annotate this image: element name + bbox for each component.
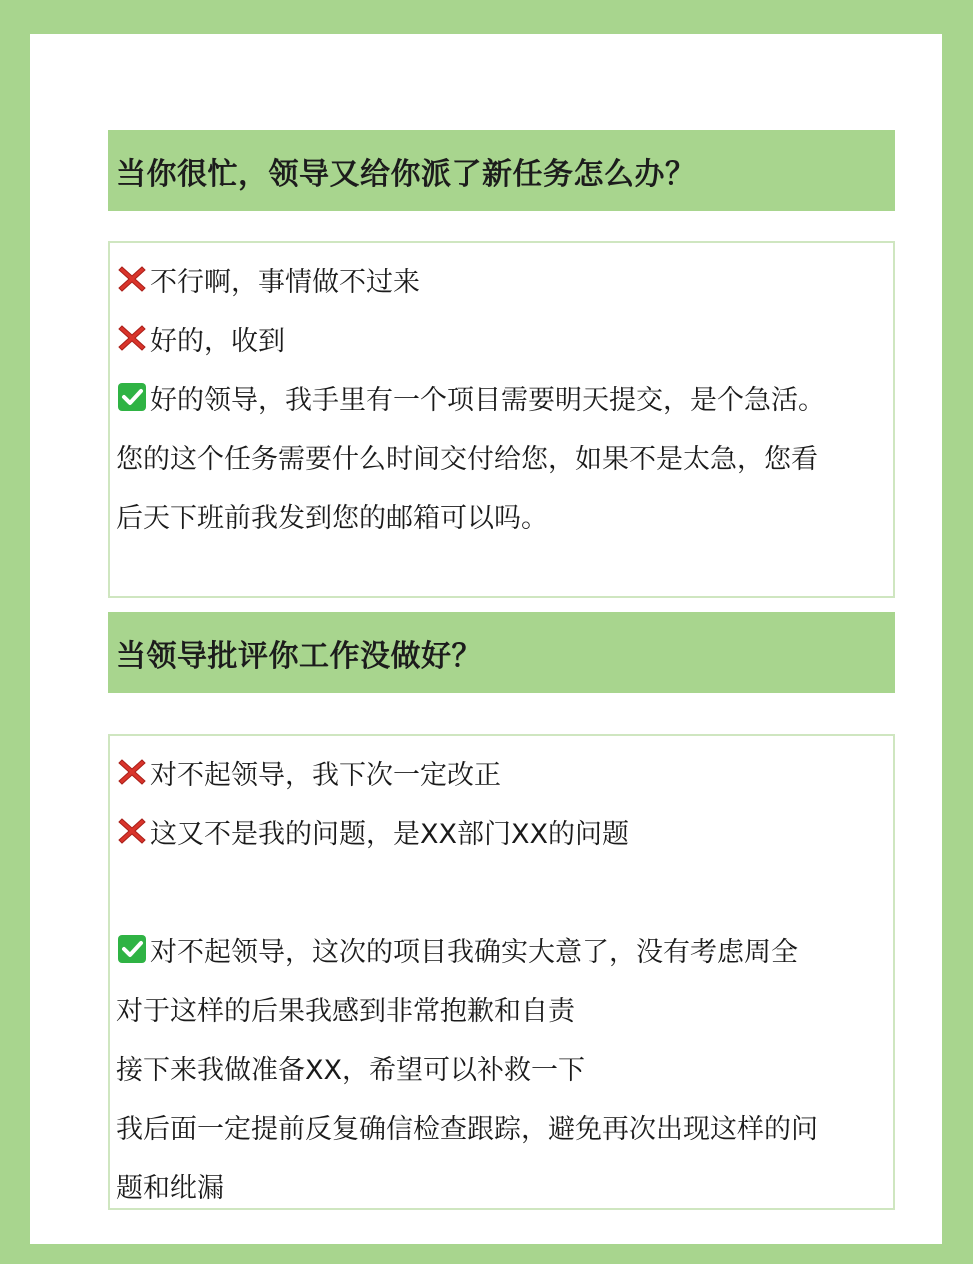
section-2-heading: 当领导批评你工作没做好？ <box>108 612 895 693</box>
answer-text: 题和纰漏 <box>116 1172 224 1204</box>
answer-line <box>116 436 818 476</box>
answer-text: 对不起领导，我下次一定改正 <box>150 759 501 791</box>
answer-text: 您的这个任务需要什么时间交付给您，如果不是太急，您看 <box>116 443 818 475</box>
answer-line <box>116 1106 818 1146</box>
answer-text: 好的，收到 <box>150 325 285 357</box>
answer-text: 不行啊，事情做不过来 <box>150 266 420 298</box>
answer-line <box>116 988 575 1028</box>
answer-line <box>116 929 798 969</box>
answer-line <box>116 318 285 358</box>
answer-line <box>116 752 501 792</box>
section-1-card <box>108 241 895 598</box>
answer-text: 我后面一定提前反复确信检查跟踪，避免再次出现这样的问 <box>116 1113 818 1145</box>
answer-line <box>116 495 548 535</box>
section-1-heading: 当你很忙，领导又给你派了新任务怎么办？ <box>108 130 895 211</box>
content-page <box>30 34 942 1244</box>
check-mark-icon <box>116 381 148 413</box>
answer-line <box>116 811 629 851</box>
cross-mark-icon <box>116 815 148 847</box>
answer-line <box>116 259 420 299</box>
answer-line <box>116 1165 224 1205</box>
check-mark-icon <box>116 933 148 965</box>
answer-text: 这又不是我的问题，是XX部门XX的问题 <box>150 818 629 850</box>
answer-text: 接下来我做准备XX，希望可以补救一下 <box>116 1054 585 1086</box>
answer-text: 好的领导，我手里有一个项目需要明天提交，是个急活。 <box>150 384 825 416</box>
answer-line <box>116 1047 585 1087</box>
cross-mark-icon <box>116 756 148 788</box>
cross-mark-icon <box>116 322 148 354</box>
answer-line <box>116 377 825 417</box>
answer-text: 对于这样的后果我感到非常抱歉和自责 <box>116 995 575 1027</box>
answer-text: 对不起领导，这次的项目我确实大意了，没有考虑周全 <box>150 936 798 968</box>
section-2-card <box>108 734 895 1210</box>
cross-mark-icon <box>116 263 148 295</box>
answer-text: 后天下班前我发到您的邮箱可以吗。 <box>116 502 548 534</box>
